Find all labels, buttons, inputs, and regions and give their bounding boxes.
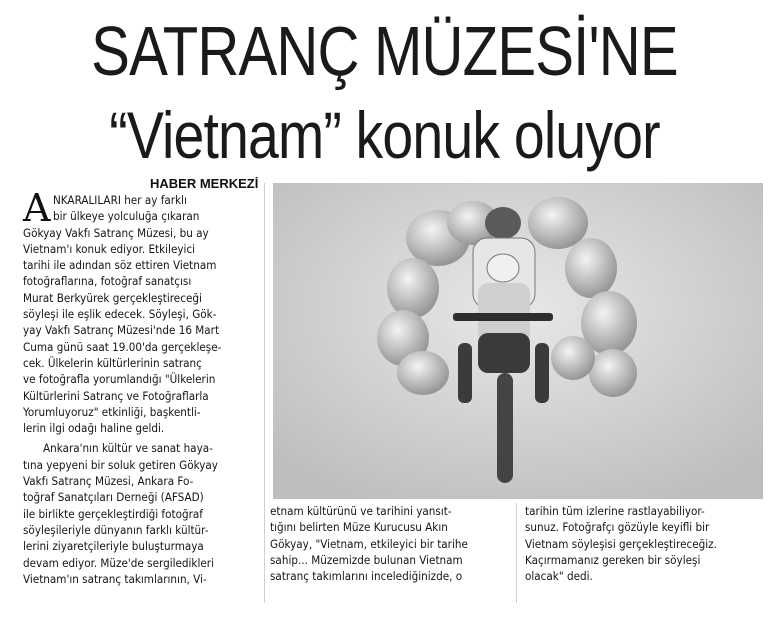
text-line: Ankara'nın kültür ve sanat haya- bbox=[43, 441, 213, 456]
text-line: Cuma günü saat 19.00'da gerçekleşe- bbox=[23, 339, 222, 354]
text-line: fotoğraflarına, fotoğraf sanatçısı bbox=[23, 274, 192, 289]
text-line: ile birlikte gerçekleştirdiği fotoğraf bbox=[23, 506, 203, 521]
drop-cap: A bbox=[23, 186, 51, 230]
article-photo bbox=[273, 183, 763, 499]
text-line: satranç takımlarını incelediğinizde, o bbox=[270, 569, 463, 584]
text-line: Murat Berkyürek gerçekleştireceği bbox=[23, 290, 202, 305]
text-line: etnam kültürünü ve tarihini yansıt- bbox=[270, 504, 452, 518]
text-line: toğraf Sanatçıları Derneği (AFSAD) bbox=[23, 490, 204, 505]
headline-line-1: SATRANÇ MÜZESİ'NE bbox=[91, 12, 678, 90]
text-line: Gökyay Vakfı Satranç Müzesi, bu ay bbox=[23, 225, 209, 240]
text-line: sunuz. Fotoğrafçı gözüyle keyifli bir bbox=[525, 520, 710, 535]
text-line: ve fotoğrafla yorumlandığı "Ülkelerin bbox=[23, 372, 216, 387]
text-line: Vietnam söyleşisi gerçekleştireceğiz. bbox=[525, 536, 717, 551]
text-line: lerin ilgi odağı haline geldi. bbox=[23, 421, 165, 436]
text-line: bir ülkeye yolculuğa çıkaran bbox=[53, 209, 200, 224]
headline-line-2: “Vietnam” konuk oluyor bbox=[109, 98, 660, 172]
article-column-2 bbox=[270, 503, 506, 584]
text-line: söyleşi ile eşlik edecek. Söyleşi, Gök- bbox=[23, 307, 217, 322]
text-line: sahip... Müzemizde bulunan Vietnam bbox=[270, 552, 463, 567]
column-divider bbox=[516, 503, 517, 603]
text-line: Vakfı Satranç Müzesi, Ankara Fo- bbox=[23, 474, 194, 489]
text-line: cek. Ülkelerin kültürlerinin satranç bbox=[23, 355, 202, 370]
article-column-1 bbox=[23, 192, 259, 587]
text-line: söyleşileriyle dünyanın farklı kültür- bbox=[23, 522, 209, 537]
text-line: Yorumluyoruz" etkinliği, başkentli- bbox=[23, 404, 201, 419]
text-line: NKARALILARI her ay farklı bbox=[53, 193, 187, 207]
article-column-3 bbox=[525, 503, 765, 584]
motorbike-cargo-photo bbox=[273, 183, 763, 499]
text-line: yay Vakfı Satranç Müzesi'nde 16 Mart bbox=[23, 323, 220, 338]
column-divider bbox=[264, 183, 265, 603]
text-line: Kaçırmamanız gereken bir söyleşi bbox=[525, 552, 701, 567]
text-line: devam ediyor. Müze'de sergiledikleri bbox=[23, 555, 214, 570]
text-line: Vietnam'ı konuk ediyor. Etkileyici bbox=[23, 241, 196, 256]
text-line: tarihi ile adından söz ettiren Vietnam bbox=[23, 258, 217, 273]
text-line: tarihin tüm izlerine rastlayabiliyor- bbox=[525, 504, 705, 518]
text-line: Kültürlerini Satranç ve Fotoğraflarla bbox=[23, 388, 209, 403]
text-line: Vietnam'ın satranç takımlarının, Vi- bbox=[23, 571, 207, 586]
text-line: olacak" dedi. bbox=[525, 569, 593, 584]
text-line: Gökyay, "Vietnam, etkileyici bir tarihe bbox=[270, 536, 468, 551]
byline: HABER MERKEZİ bbox=[150, 176, 259, 191]
text-line: lerini ziyaretçileriyle buluşturmaya bbox=[23, 539, 204, 554]
text-line: tığını belirten Müze Kurucusu Akın bbox=[270, 520, 448, 535]
text-line: tına yepyeni bir soluk getiren Gökyay bbox=[23, 457, 218, 472]
